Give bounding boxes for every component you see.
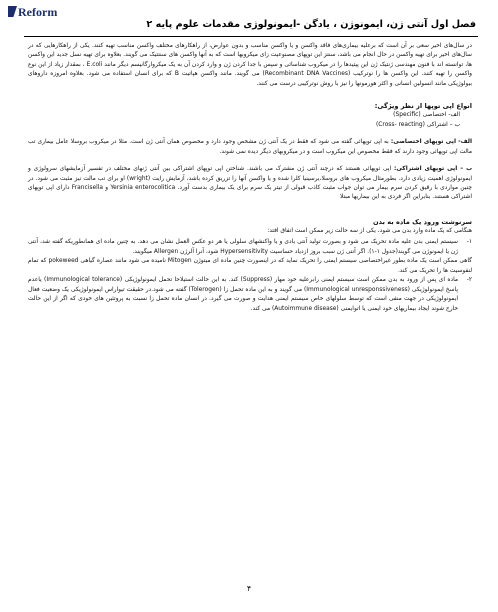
item-text: ماده ای پس از ورود به بدن ممکن است سیستم ایمنی رابرعلیه خود مهار (Suppress) کند. به این حالت استیلاحا تحمل ایمونولوژیکی (Immunological tolerance) یاعدم پاسخ ایمونولوژیکی (Immunological unresponssiveness) می گویند و به این ماده تحمل زا (Tolerogen) گفته می شود.در حقیقت تیواراس ایمونولوژیکی یک وضعیت فعال ایمونولوژیکی در جهت منفی است که توسط سلولهای خاص سیستم ایمنی هدایت و صورت می گیرد. در انسان ماده تحمل زا نسبت به پروتئین های خودی که اگر از این حالت خارج شوند ایجاد بیماریهای خود ایمنی یا اتوایمنی (Autoimmune disease) می کند.	[28, 277, 459, 312]
item-number: ۱-	[466, 239, 472, 246]
numbered-item-2	[28, 276, 472, 314]
item-number: ۲-	[466, 277, 472, 284]
specific-epitopes-text: به اپی توپهائی گفته می شود که فقط در یک آنتی ژن مشخص وجود دارد و مخصوص همان آنتی ژن است. مثلا در میکروب بروسلا عامل بیماری تب مالت اپی توپهائی وجود دارند که فقط مخصوص این میکروب است و در میکروبهای دیگر دیده نمی شوند.	[28, 139, 472, 155]
cross-reacting-epitopes-heading: ب – اپی توپهای اشتراکی:	[393, 166, 472, 173]
specific-epitopes-heading: الف- اپی توپهای اختصاصی:	[390, 139, 472, 146]
epitope-type-cross-reacting: ب – اشتراکی (Cross- reacting)	[375, 121, 460, 128]
intro-paragraph: در سال‌های اخیر سعی بر آن است که برعلیه بیماری‌های فاقد واکسن و یا واکسن مناسب و بدون عوارض، از راهکارهای مختلف واکسن مناسب تهیه کنند. یکی از راهکارهایی که در سال‌های اخیر برای تهیه واکسن در حال انجام می باشد، سنتز این توپهای مصنوعیت زای میکروبها است که به آنها واکسن های سنتتیک می گویند. بعلاوه برای تهیه نسل جدید این واکسن ها، توانسته اند با فنون مهندسی ژنتیک ژن این پیتیدها را در میکروب شناسائی و سپس با جدا کردن ژن و وارد کردن آن به یک میکروارگانیسم دیگر مانند E.coli ، بمقدار زیاد از این نوع واکسن را تهیه کنند. این واکسن ها را نوترکیب (Recombinant DNA Vaccines) می گویند. مانند واکسن هپاتیت B که برای انسان استفاده می شود. بعلاوه امروزه داروهای بیولوژیکی مانند انسولین انسانی و اکثر هورمونها را نیز با روش نوترکیبی درست می کنند.	[28, 43, 473, 87]
substance-fate-intro: هنگامی که یک ماده وارد بدن می شود، یکی از سه حالت زیر ممکن است اتفاق افتد:	[267, 227, 472, 234]
logo-mark-icon	[8, 6, 17, 17]
substance-fate-heading: سرنوشت ورود یک ماده به بدن	[373, 217, 472, 226]
cross-reacting-epitopes-paragraph	[28, 165, 472, 203]
item-text: سیستم ایمنی بدن علیه ماده تحریک می شود و بصورت تولید آنتی بادی و یا واکنشهای سلولی یا هر دو عکس العمل نشان می دهد. به چنین ماده ای همانطوریکه گفته شد، آنتی ژن یا ایمونوژن می گویند(جدول ۱-۱). اگر آنتی ژن سبب بروز ازدیاد حساسیت Hypersensitivity شود، آنرا آلرژن Allergen میگویند.	[28, 239, 458, 255]
epitope-type-specific: الف- اختصاصی (Specific)	[393, 112, 460, 119]
specific-epitopes-paragraph	[28, 138, 472, 157]
numbered-item-1	[28, 238, 472, 257]
cross-reacting-epitopes-text: اپی توپهائی هستند که درچند آنتی ژن مشترک می باشند. شناختن اپی توپهای اشتراکی بین آنتی ژنهای مختلف در تفسیر آزمایشهای سرولوژی و ایمونولوژی اهمیت زیادی دارد. بطورمثال میکروب های بروسلا،یرسینیا کلرا شده و یا واکسن آنها را تزریق کرده باشد، آزمایش رایت (wright) او برای تب مالت نیز مثبت می شود. در چنین مواردی با رقیق کردن سرم بیمار می توان جواب مثبت کاذب قبولی از تیتر یک سرم برای یک بیماری بدست آورد. Yersinia enterocolitica و Francisella دارای اپی توپهای اشتراکی هستند. بنابراین اگر فردی به این بیماریها مبتلا	[28, 166, 473, 201]
page-header-title: فصل اول آنتی ژن، ایمونوژن ، یادگن -ایمونولوژی مقدمات علوم پایه ۲	[146, 19, 476, 30]
page-number: ۴	[246, 584, 252, 593]
epitope-types-heading: انواع اپی توپها از نظر ویژگی:	[374, 102, 472, 111]
logo-text: Reform	[18, 5, 58, 19]
mitogen-paragraph: گاهی ممکن است یک ماده بطور غیراختصاصی سیستم ایمنی را تحریک نماید که در اینصورت چنین ماده ای میتوژن Mitogen نامیده می شود مانند عصاره گیاهی pokeweed که تمام لنفوسیت ها را تحریک می کند.	[28, 258, 472, 274]
header-divider	[24, 36, 478, 37]
page-body	[28, 42, 472, 314]
